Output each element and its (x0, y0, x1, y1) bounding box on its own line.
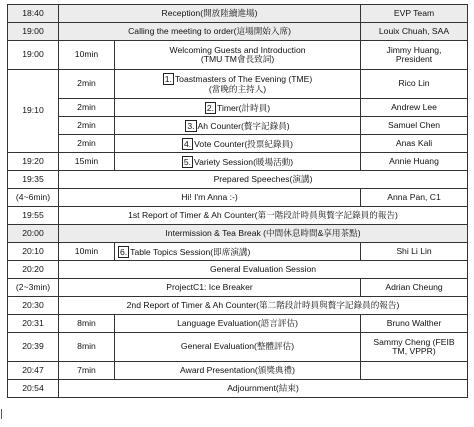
item-cell: 3. Ah Counter(贅字記錄員) (115, 117, 361, 135)
text-cursor-mark (1, 409, 2, 419)
agenda-row (8, 99, 468, 117)
person-cell: Annie Huang (361, 153, 468, 171)
role-number: 2. (206, 102, 215, 113)
time-cell: 20:30 (8, 297, 59, 315)
person-cell (361, 41, 468, 70)
agenda-row (8, 333, 468, 362)
person-line: TM, VPPR) (392, 346, 436, 356)
duration-cell: 2min (59, 117, 115, 135)
agenda-row (8, 380, 468, 398)
agenda-row (8, 117, 468, 135)
person-cell: Adrian Cheung (361, 279, 468, 297)
agenda-row (8, 243, 468, 261)
person-cell: Rico Lin (361, 70, 468, 99)
time-cell: 20:47 (8, 362, 59, 380)
duration-cell: 2min (59, 70, 115, 99)
role-number: 6. (120, 246, 128, 257)
time-cell: 20:54 (8, 380, 59, 398)
person-cell: Shi Li Lin (361, 243, 468, 261)
item-line: (TMU TM會長致詞) (200, 54, 275, 64)
agenda-row (8, 261, 468, 279)
time-cell: 20:20 (8, 261, 59, 279)
duration-cell: 2min (59, 135, 115, 153)
person-cell: EVP Team (361, 5, 468, 23)
agenda-row (8, 5, 468, 23)
time-cell: 20:10 (8, 243, 59, 261)
item-cell (115, 70, 361, 99)
person-line: Sammy Cheng (FEIB (373, 336, 455, 347)
agenda-table (7, 4, 468, 398)
agenda-row (8, 297, 468, 315)
item-cell: General Evaluation Session (59, 261, 468, 279)
time-cell: (4~6min) (8, 189, 59, 207)
person-cell (361, 333, 468, 362)
item-cell: Intermission & Tea Break (中間休息時間&享用茶點) (59, 225, 468, 243)
person-cell (361, 362, 468, 380)
agenda-row (8, 189, 468, 207)
time-cell: 19:00 (8, 23, 59, 41)
time-cell: 19:10 (8, 70, 59, 153)
time-cell: 20:00 (8, 225, 59, 243)
item-line: (當晚的主持人) (208, 84, 267, 95)
item-cell: Reception(開放陸續進場) (59, 5, 361, 23)
item-line: Welcoming Guests and Introduction (169, 44, 306, 55)
person-cell: Louix Chuah, SAA (361, 23, 468, 41)
person-cell: Bruno Walther (361, 315, 468, 333)
item-line: 1. Toastmasters of The Evening (TME) (164, 74, 313, 85)
time-cell: 19:00 (8, 41, 59, 70)
person-cell: Anas Kali (361, 135, 468, 153)
agenda-row (8, 41, 468, 70)
time-cell: 19:20 (8, 153, 59, 171)
agenda-row (8, 207, 468, 225)
item-cell: ProjectC1: Ice Breaker (59, 279, 361, 297)
agenda-row (8, 70, 468, 99)
person-cell: Andrew Lee (361, 99, 468, 117)
role-number: 4. (183, 138, 192, 149)
person-line: Jimmy Huang, (386, 44, 442, 55)
person-cell: Anna Pan, C1 (361, 189, 468, 207)
item-cell: 2. Timer(計時員) (115, 99, 361, 117)
agenda-row (8, 315, 468, 333)
time-cell: (2~3min) (8, 279, 59, 297)
duration-cell: 10min (59, 243, 115, 261)
role-number: 5. (183, 156, 191, 167)
person-line: President (395, 54, 433, 64)
time-cell: 18:40 (8, 5, 59, 23)
duration-cell: 8min (59, 315, 115, 333)
item-cell: Award Presentation(頒獎典禮) (115, 362, 361, 380)
time-cell: 20:31 (8, 315, 59, 333)
time-cell: 20:39 (8, 333, 59, 362)
item-cell: 2nd Report of Timer & Ah Counter(第二階段計時員與贅字記錄員的報告) (59, 297, 468, 315)
role-number: 1. (164, 74, 172, 85)
item-cell: Hi! I'm Anna :-) (59, 189, 361, 207)
agenda-row (8, 279, 468, 297)
item-cell: Prepared Speeches(演講) (59, 171, 468, 189)
agenda-row (8, 171, 468, 189)
duration-cell: 15min (59, 153, 115, 171)
item-cell (115, 41, 361, 70)
duration-cell: 8min (59, 333, 115, 362)
duration-cell: 2min (59, 99, 115, 117)
time-cell: 19:55 (8, 207, 59, 225)
item-cell: General Evaluation(整體評估) (115, 333, 361, 362)
agenda-row (8, 153, 468, 171)
agenda-row (8, 135, 468, 153)
duration-cell: 10min (59, 41, 115, 70)
item-cell: Calling the meeting to order(這場開始入席) (59, 23, 361, 41)
item-cell: 6. Table Topics Session(即席演講) (115, 243, 361, 261)
item-cell: 4. Vote Counter(投票紀錄員) (115, 135, 361, 153)
item-cell: 5. Variety Session(暖場活動) (115, 153, 361, 171)
time-cell: 19:35 (8, 171, 59, 189)
agenda-row (8, 23, 468, 41)
agenda-row (8, 225, 468, 243)
role-number: 3. (187, 120, 195, 131)
item-cell: Adjournment(結束) (59, 380, 468, 398)
item-cell: Language Evaluation(語言評估) (115, 315, 361, 333)
duration-cell: 7min (59, 362, 115, 380)
item-cell: 1st Report of Timer & Ah Counter(第一階段計時員與贅字記錄員的報告) (59, 207, 468, 225)
person-cell: Samuel Chen (361, 117, 468, 135)
agenda-row (8, 362, 468, 380)
